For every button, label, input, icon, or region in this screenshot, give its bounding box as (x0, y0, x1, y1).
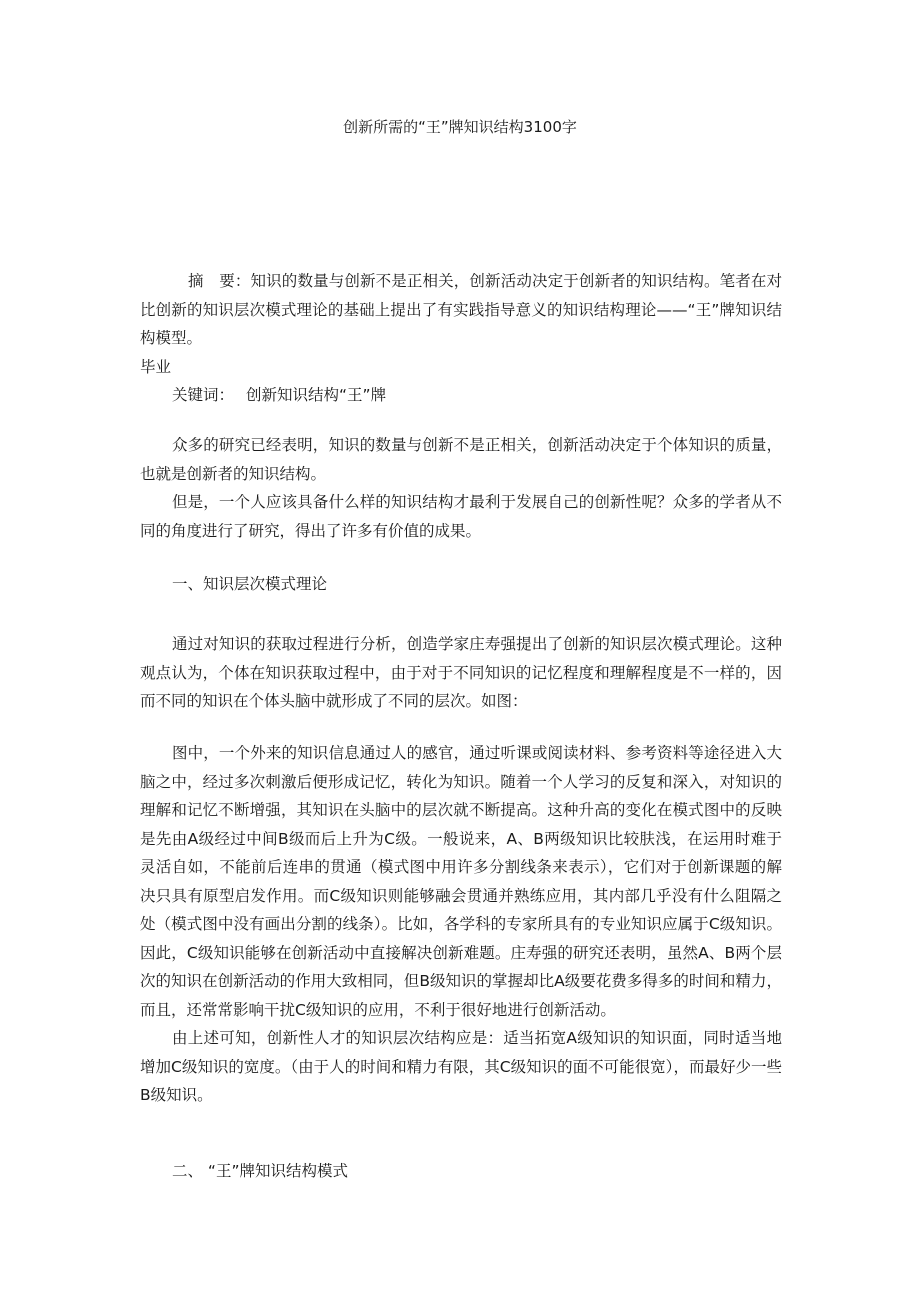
abstract-section (140, 267, 782, 410)
graduation-label: 毕业 (140, 357, 172, 376)
intro-paragraph-1: 众多的研究已经表明，知识的数量与创新不是正相关，创新活动决定于个体知识的质量，也就是创新者的知识结构。 (140, 436, 782, 483)
keywords-value: 创新知识结构“王”牌 (246, 386, 387, 404)
document-title: 创新所需的“王”牌知识结构3100字 (343, 118, 577, 136)
section-2-heading-block (140, 1157, 782, 1186)
abstract-paragraph: 摘 要：知识的数量与创新不是正相关，创新活动决定于创新者的知识结构。笔者在对比创新的知识层次模式理论的基础上提出了有实践指导意义的知识结构理论——“王”牌知识结构模型。 (140, 272, 782, 347)
section-1-paragraph-3: 由上述可知，创新性人才的知识层次结构应是：适当拓宽A级知识的知识面，同时适当地增加C级知识的宽度。（由于人的时间和精力有限，其C级知识的面不可能很宽），而最好少一些B级知识。 (140, 1029, 782, 1104)
section-1-paragraph-1-block (140, 630, 782, 716)
section-1-body (140, 739, 782, 1110)
keywords-label: 关键词： (172, 386, 235, 404)
section-1-paragraph-1: 通过对知识的获取过程进行分析，创造学家庄寿强提出了创新的知识层次模式理论。这种观点认为，个体在知识获取过程中，由于对于不同知识的记忆程度和理解程度是不一样的，因而不同的知识在个体头脑中就形成了不同的层次。如图： (140, 635, 782, 710)
section-2-heading: 二、 “王”牌知识结构模式 (172, 1162, 348, 1180)
section-1-heading-block (140, 570, 782, 599)
intro-section (140, 431, 782, 545)
section-1-heading: 一、知识层次模式理论 (172, 575, 328, 593)
section-1-paragraph-2: 图中，一个外来的知识信息通过人的感官，通过听课或阅读材料、参考资料等途径进入大脑之中，经过多次刺激后便形成记忆，转化为知识。随着一个人学习的反复和深入，对知识的理解和记忆不断增强，其知识在头脑中的层次就不断提高。这种升高的变化在模式图中的反映是先由A级经过中间B级而后上升为C级。一般说来，A、B两级知识比较肤浅，在运用时难于灵活自如，不能前后连串的贯通（模式图中用许多分割线条来表示），它们对于创新课题的解决只具有原型启发作用。而C级知识则能够融会贯通并熟练应用，其内部几乎没有什么阻隔之处（模式图中没有画出分割的线条）。比如，各学科的专家所具有的专业知识应属于C级知识。因此，C级知识能够在创新活动中直接解决创新难题。庄寿强的研究还表明，虽然A、B两个层次的知识在创新活动的作用大致相同，但B级知识的掌握却比A级要花费多得多的时间和精力，而且，还常常影响干扰C级知识的应用，不利于很好地进行创新活动。 (140, 744, 782, 1019)
intro-paragraph-2: 但是，一个人应该具备什么样的知识结构才最利于发展自己的创新性呢？众多的学者从不同的角度进行了研究，得出了许多有价值的成果。 (140, 493, 782, 540)
keywords-line (140, 381, 782, 410)
